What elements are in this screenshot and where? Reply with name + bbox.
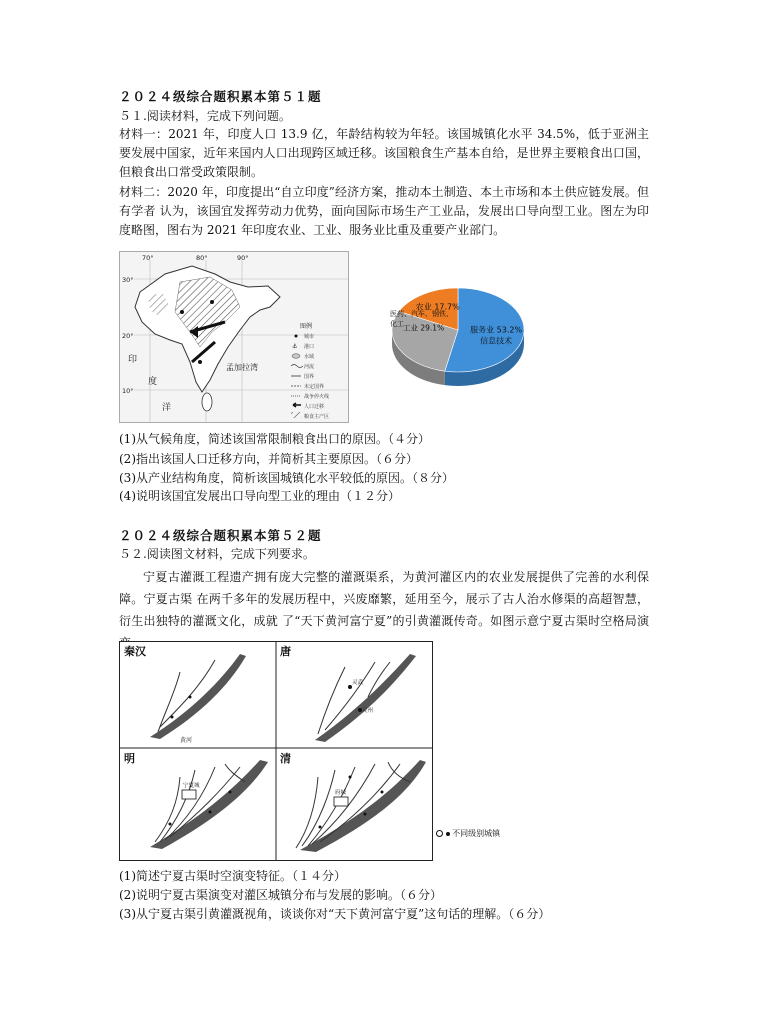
pie-label-1: 工业 29.1%: [403, 323, 445, 333]
q52-question-3: (3)从宁夏古渠引黄灌溉视角，谈谈你对“天下黄河富宁夏”这句话的理解。（６分）: [119, 907, 551, 921]
q51-material-1: 材料一：2021 年，印度人口 13.9 亿，年龄结构较为年轻。该国城镇化水平 34.5%，低于亚洲主要发展中国家，近年来国内人口出现跨区域迁移。该国粮食生产基本自给，是世界主要粮食出口国，但粮食出口常受政策限制。: [119, 127, 649, 179]
india-map: [119, 251, 349, 423]
city-label-fucheng: 府城: [335, 790, 347, 796]
svg-text:⚓: ⚓: [292, 343, 298, 350]
legend-item: 港口: [304, 344, 315, 350]
town-circle-icon: [436, 830, 443, 837]
lat-label-30: 30°: [122, 276, 134, 284]
lat-label-10: 10°: [122, 387, 134, 395]
legend-item: 战争停火线: [304, 394, 330, 400]
panel-tang: [280, 644, 416, 742]
ningxia-canal-figure: [119, 641, 433, 861]
panel-label-ming: 明: [124, 752, 135, 765]
lat-label-20: 20°: [122, 332, 134, 340]
q51-question-1: (1)从气候角度，简述该国常限制粮食出口的原因。（４分）: [119, 432, 431, 446]
pie-label-2: 农业 17.7%: [415, 302, 460, 312]
bay-label: 孟加拉湾: [226, 363, 258, 372]
industry-pie-chart: [350, 280, 535, 395]
legend-item: 城市: [304, 334, 315, 340]
q51-question-2: (2)指出该国人口迁移方向，并简析其主要原因。（６分）: [119, 452, 419, 466]
legend-item: 粮食主产区: [304, 414, 330, 420]
legend-title: 图例: [300, 323, 313, 330]
q52-material: 宁夏古灌溉工程遗产拥有庞大完整的灌溉渠系，为黄河灌区内的农业发展提供了完善的水利保障。宁夏古渠 在两千多年的发展历程中，兴废靡繁，延用至今，展示了古人治水修渠的高超智慧，衍生出独特的灌溉文化，成就 了“天下黄河富宁夏”的引黄灌溉传奇。如图示意宁夏古渠时空格局演: [119, 570, 649, 628]
legend-item: 国界: [304, 374, 315, 380]
q51-question-3: (3)从产业结构角度，简析该国城镇化水平较低的原因。（８分）: [119, 471, 455, 485]
lon-label-80: 80°: [196, 254, 208, 262]
q51-intro: ５１.阅读材料，完成下列问题。: [119, 109, 291, 123]
q51-material-2: 材料二：2020 年，印度提出“自立印度”经济方案，推动本土制造、本土市场和本土供应链发展。但有学者 认为，该国宜发挥劳动力优势，面向国际市场生产工业品，发展出口导向型工业。图左为印度略图，图右为 2021 年印度农业、工业、服务业比重及重要产业部门。: [119, 185, 649, 237]
q52-question-2: (2)说明宁夏古渠演变对灌区城镇分布与发展的影响。（６分）: [119, 888, 443, 902]
legend-item: 未定国界: [304, 384, 325, 390]
legend-item: 河流: [304, 364, 315, 370]
q52-intro: ５２.阅读图文材料，完成下列要求。: [119, 547, 315, 561]
city-label-ningxia: 宁夏城: [183, 783, 200, 789]
city-label-lingwu: 灵武: [352, 680, 364, 686]
panel-ming: [124, 751, 268, 849]
legend-item: 水域: [304, 354, 315, 360]
canal-legend: [436, 828, 500, 839]
city-label-lingzhou: 灵州: [362, 708, 374, 714]
sea-label-du: 度: [148, 377, 158, 387]
sea-label-yang: 洋: [162, 403, 172, 413]
lon-label-90: 90°: [237, 254, 249, 262]
panel-label-tang: 唐: [280, 645, 291, 658]
q51-title: ２０２４级综合题积累本第５１题: [119, 89, 322, 104]
pie-detail-1-b: 化工: [390, 320, 404, 328]
pie-detail-1: 医药、汽车、钢铁、: [390, 310, 453, 318]
town-dot-icon: [446, 832, 450, 836]
q51-question-4: (4)说明该国宜发展出口导向型工业的理由（１２分）: [119, 489, 401, 503]
panel-qing: [280, 751, 426, 852]
q52-question-1: (1)简述宁夏古渠时空演变特征。（１４分）: [119, 869, 346, 883]
panel-qinhan: [123, 644, 246, 744]
panel-label-qinhan: 秦汉: [124, 645, 146, 658]
canal-legend-text: 不同级别城镇: [452, 829, 501, 838]
sea-label-yin: 印: [128, 355, 138, 365]
q52-title: ２０２４级综合题积累本第５２题: [119, 528, 322, 543]
pie-label-0: 服务业 53.2%: [470, 325, 523, 335]
lon-label-70: 70°: [142, 254, 154, 262]
pie-detail-0: 信息技术: [480, 336, 513, 346]
panel-label-qing: 清: [280, 752, 291, 765]
river-label-qinhan: 黄河: [180, 737, 193, 744]
legend-item: 人口迁移: [304, 404, 325, 410]
